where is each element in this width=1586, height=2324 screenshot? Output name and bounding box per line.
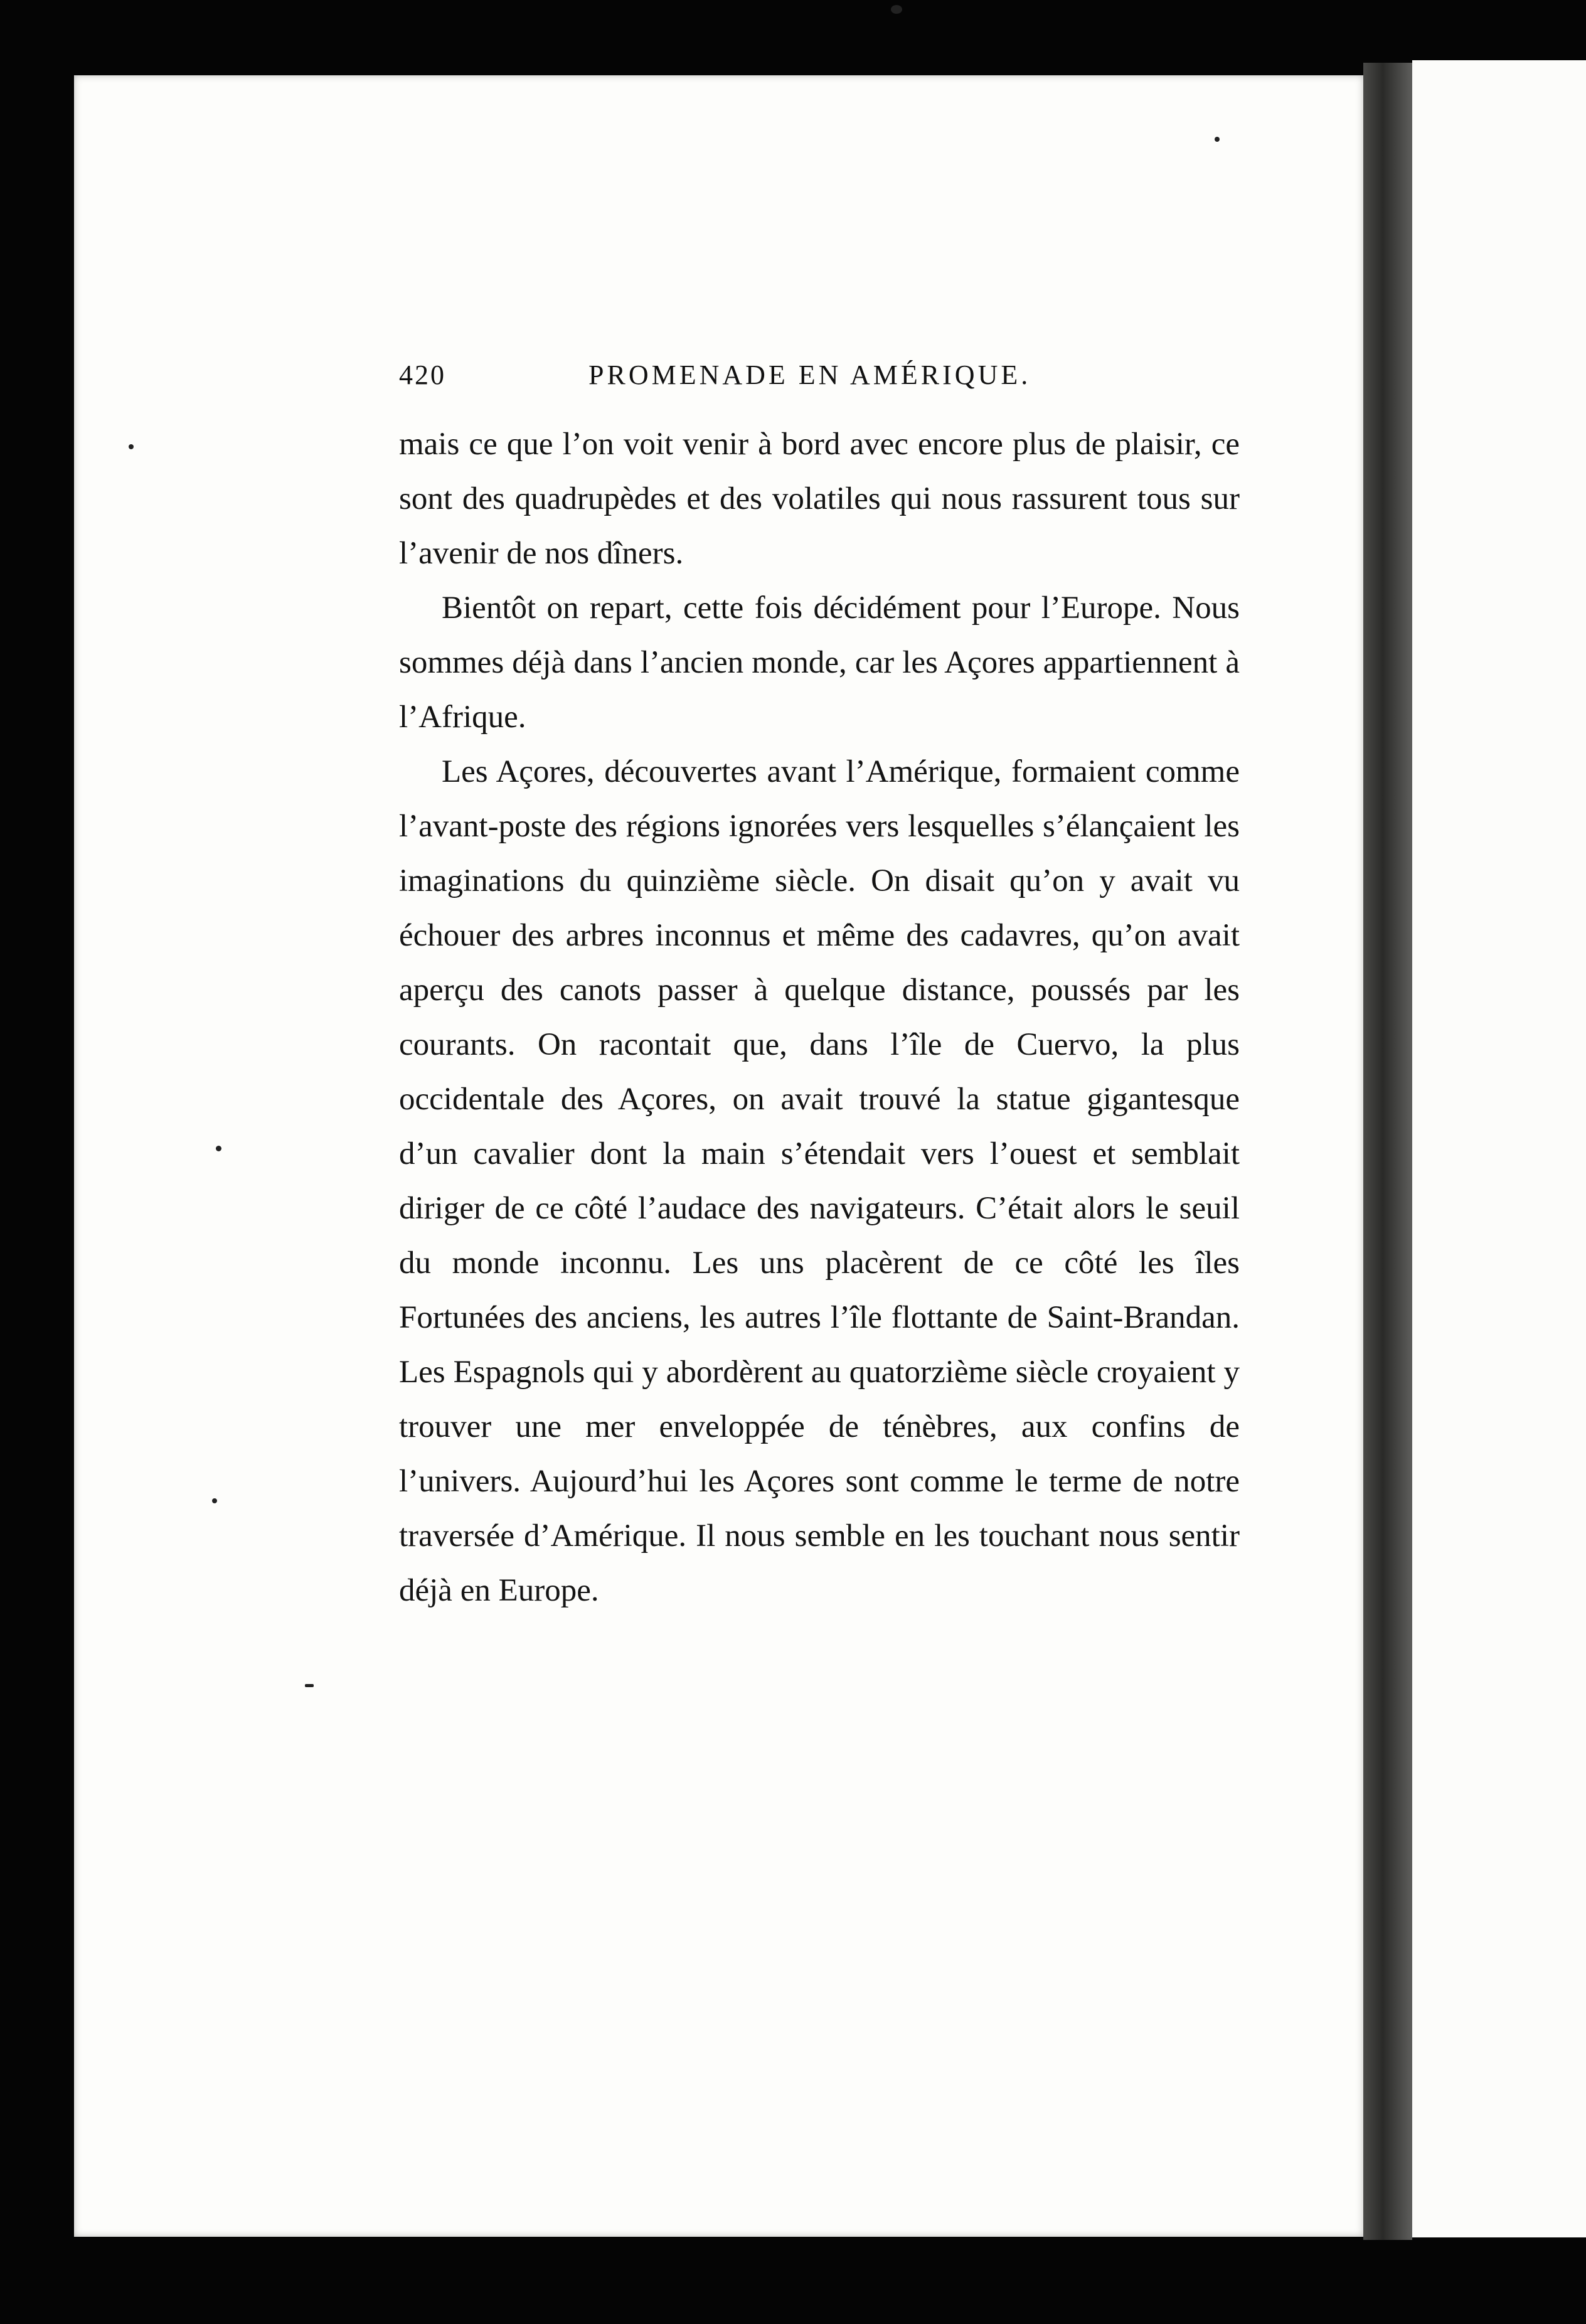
- running-title: PROMENADE EN AMÉRIQUE.: [588, 360, 1031, 390]
- page-number: 420: [399, 360, 446, 390]
- scan-speck: [305, 1684, 314, 1687]
- scan-speck: [891, 5, 902, 14]
- paragraph-1: mais ce que l’on voit venir à bord avec encore plus de plaisir, ce sont des quadrupèdes et des volatiles qui nous rassurent tous sur l’avenir de nos dîners.: [399, 427, 1240, 571]
- paragraph-3: Les Açores, découvertes avant l’Amérique, formaient comme l’avant-poste des régions ignorées vers lesquelles s’élançaient les imaginations du quinzième siècle. On disait qu’on y avait vu échouer des arbres inconnus et même des cadavres, qu’on avait aperçu des canots passer à quelque distance, poussés par les courants. On racontait que, dans l’île de Cuervo, la plus occidentale des Açores, on avait trouvé la statue gigantesque d’un cavalier dont la main s’étendait vers l’ouest et semblait diriger de ce côté l’audace des navigateurs. C’était alors le seuil du monde inconnu. Les uns placèrent de ce côté les îles Fortunées des anciens, les autres l’île flottante de Saint-Brandan. Les Espagnols qui y abordèrent au quatorzième siècle croyaient y trouver une mer enveloppée de ténèbres, aux confins de l’univers. Aujourd’hui les Açores sont comme le terme de notre traversée d’Amérique. Il nous semble en les touchant nous sentir déjà en Europe.: [399, 754, 1240, 1608]
- scan-speck: [129, 444, 134, 449]
- page-header: [399, 359, 1296, 409]
- scan-speck: [1215, 137, 1220, 142]
- scan-speck: [216, 1146, 221, 1151]
- paragraph-2: Bientôt on repart, cette fois décidément pour l’Europe. Nous sommes déjà dans l’ancien monde, car les Açores appartiennent à l’Afrique.: [399, 590, 1240, 735]
- body-text: [399, 417, 1240, 1618]
- book-spine-shadow: [1363, 63, 1412, 2240]
- scan-speck: [212, 1498, 217, 1503]
- facing-page-edge: [1412, 60, 1586, 2237]
